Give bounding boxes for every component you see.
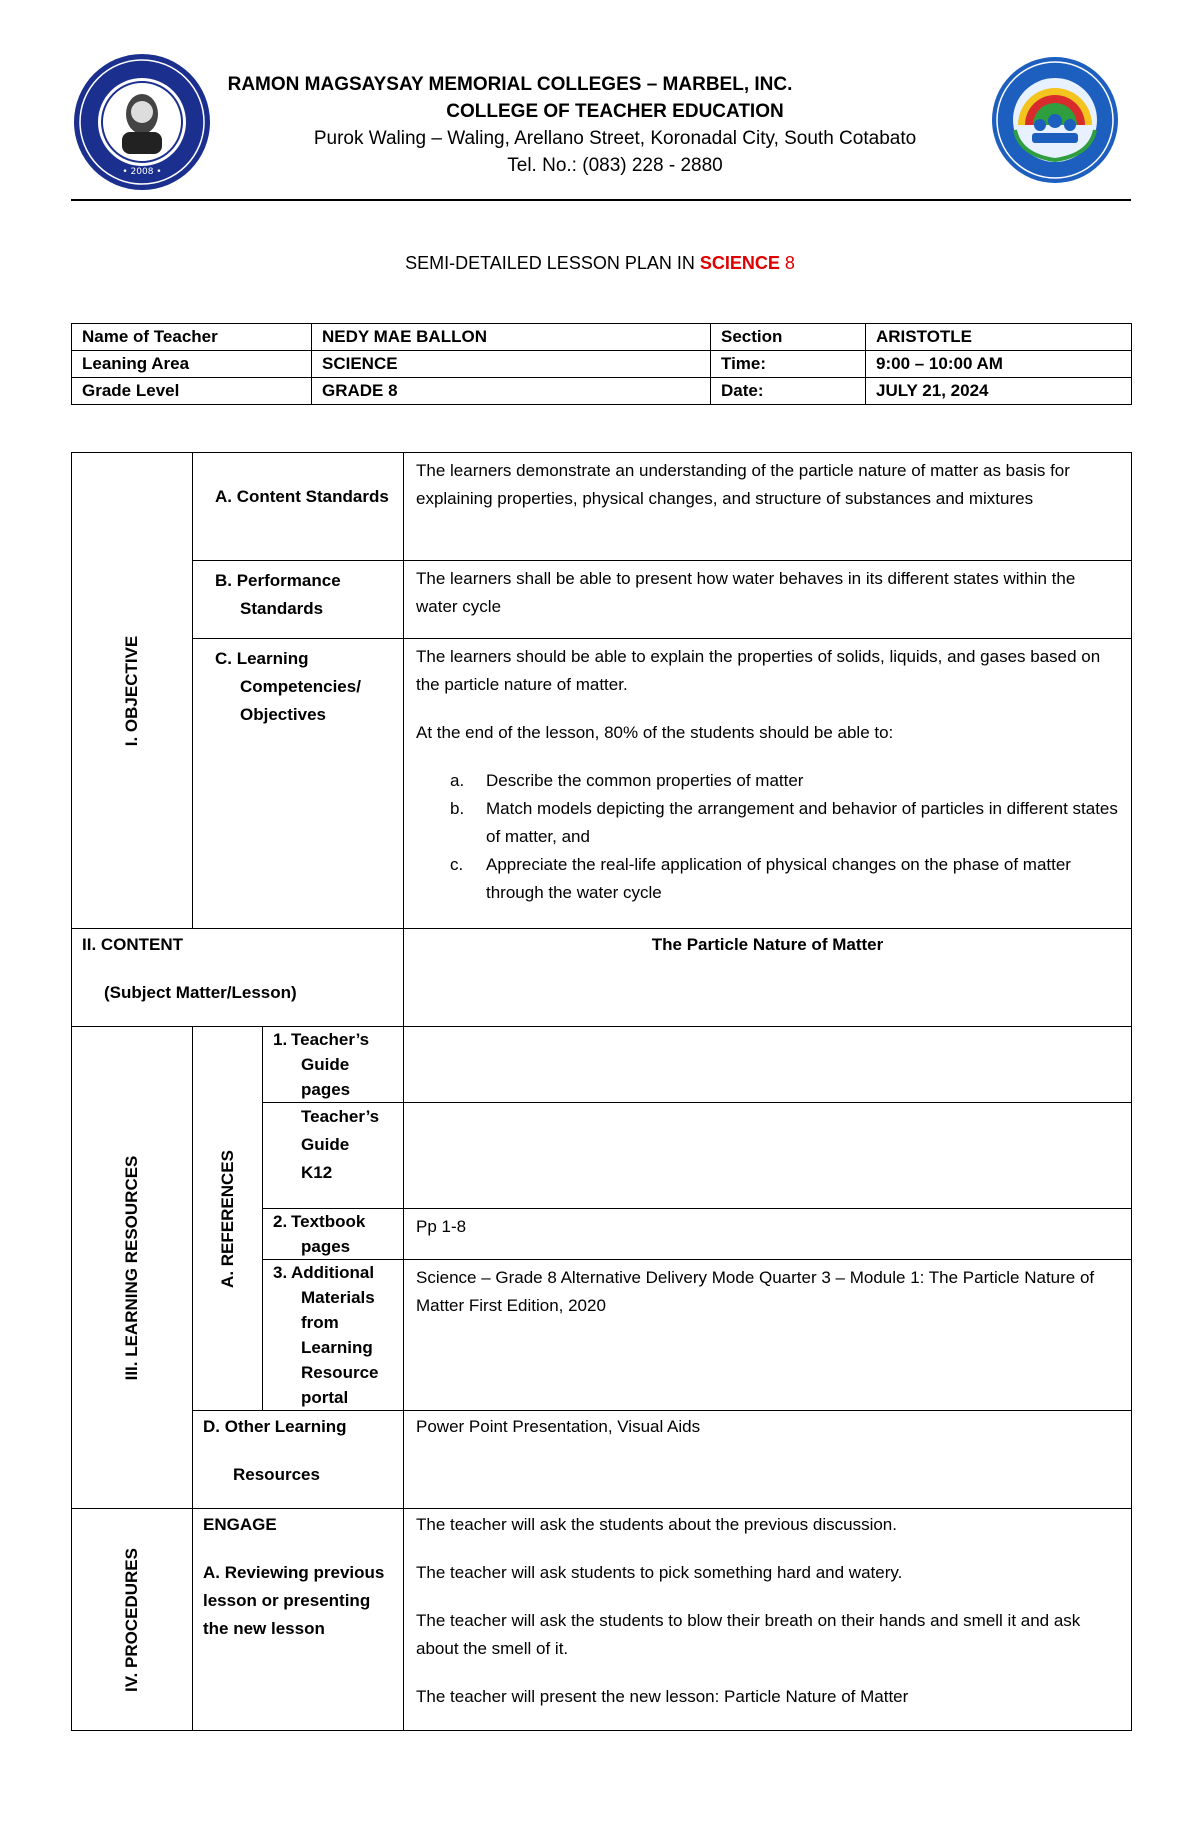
table-row (72, 561, 1132, 639)
performance-label-line: B. Performance (215, 571, 341, 590)
info-label: Section (711, 324, 866, 351)
table-row (72, 1411, 1132, 1509)
references-heading: A. REFERENCES (217, 1149, 237, 1288)
lesson-plan-table (71, 452, 1132, 1731)
ref-label-line: Teacher’s (301, 1107, 380, 1126)
list-item-text: Match models depicting the arrangement and behavior of particles in different states of matter, and (486, 799, 1118, 846)
info-value: JULY 21, 2024 (866, 378, 1132, 405)
competency-intro: At the end of the lesson, 80% of the students should be able to: (416, 723, 894, 742)
resources-heading: III. LEARNING RESOURCES (122, 1155, 141, 1380)
performance-standards-label (193, 561, 404, 639)
title-subject (700, 253, 795, 273)
table-row (72, 639, 1132, 929)
content-heading-cell (72, 929, 404, 1027)
list-item-text: Describe the common properties of matter (486, 771, 804, 790)
ref-number: 2. (273, 1212, 288, 1231)
title-subject-grade: 8 (779, 253, 795, 273)
engage-steps (404, 1509, 1132, 1731)
engage-label-cell (193, 1509, 404, 1731)
ref-label-line: Materials (301, 1288, 375, 1307)
title-subject-name: SCIENCE (699, 253, 780, 273)
info-label: Date: (711, 378, 866, 405)
school-name: RAMON MAGSAYSAY MEMORIAL COLLEGES – MARBEL, INC. (227, 74, 793, 95)
title-prefix: SEMI-DETAILED LESSON PLAN IN (405, 253, 700, 273)
ref-label-line (273, 1209, 399, 1234)
info-value: NEDY MAE BALLON (312, 324, 711, 351)
header-divider (71, 199, 1131, 201)
ref-label-text: Textbook (291, 1212, 366, 1231)
ref-label-line (273, 1260, 399, 1285)
competency-statement: The learners should be able to explain the properties of solids, liquids, and gases based on the particle nature of matter. (416, 647, 1101, 694)
ref-number: 3. (273, 1263, 288, 1282)
competency-label-line: Competencies/ (240, 677, 361, 696)
textbook-pages-label (263, 1209, 404, 1260)
procedure-step: The teacher will present the new lesson: Particle Nature of Matter (416, 1687, 909, 1706)
lesson-plan-title (0, 253, 1200, 274)
additional-materials-label (263, 1260, 404, 1411)
objective-heading: I. OBJECTIVE (122, 635, 141, 746)
performance-standards-text: The learners shall be able to present how water behaves in its different states within the water cycle (404, 561, 1132, 639)
references-heading-cell (193, 1027, 263, 1411)
competency-label-line: C. Learning (215, 649, 309, 668)
ref-label-line: from (301, 1313, 339, 1332)
ref-label-line: portal (301, 1388, 349, 1407)
info-label: Name of Teacher (72, 324, 312, 351)
content-standards-label: A. Content Standards (193, 453, 404, 561)
info-value: SCIENCE (312, 351, 711, 378)
performance-label-line: Standards (240, 599, 324, 618)
info-label: Grade Level (72, 378, 312, 405)
objective-heading-cell (72, 453, 193, 929)
teachers-guide-value (404, 1027, 1132, 1103)
content-heading: II. CONTENT (82, 935, 184, 954)
ref-label-line: Learning (301, 1338, 373, 1357)
ref-label-line: Resource (301, 1363, 379, 1382)
procedures-heading-cell (72, 1509, 193, 1731)
table-row (72, 453, 1132, 561)
list-marker: a. (450, 771, 465, 790)
college-name: COLLEGE OF TEACHER EDUCATION (446, 101, 784, 122)
ref-label-line (273, 1027, 399, 1052)
content-standards-text: The learners demonstrate an understanding of the particle nature of matter as basis for explaining properties, physical changes, and structure of substances and mixtures (404, 453, 1132, 561)
objectives-list (416, 767, 1121, 907)
school-address: Purok Waling – Waling, Arellano Street, Koronadal City, South Cotabato (313, 128, 917, 149)
table-row (72, 1027, 1132, 1103)
other-label-line: D. Other Learning (203, 1417, 347, 1436)
other-resources-label (193, 1411, 404, 1509)
additional-materials-value: Science – Grade 8 Alternative Delivery Mode Quarter 3 – Module 1: The Particle Nature of Matter First Edition, 2020 (404, 1260, 1132, 1411)
list-marker: c. (450, 855, 464, 874)
list-item-text: Appreciate the real-life application of physical changes on the phase of matter through the water cycle (486, 855, 1071, 902)
list-marker: b. (450, 799, 465, 818)
ref-label-text: Teacher’s (291, 1030, 370, 1049)
school-telephone: Tel. No.: (083) 228 - 2880 (507, 155, 723, 176)
svg-text:• 2008 •: • 2008 • (122, 167, 162, 177)
review-lesson-label: A. Reviewing previous lesson or presenting the new lesson (203, 1563, 385, 1638)
engage-label: ENGAGE (203, 1515, 277, 1534)
table-row (72, 351, 1132, 378)
list-item (450, 767, 1121, 795)
other-label-line: Resources (233, 1465, 320, 1484)
ref-label-text: Additional (291, 1263, 375, 1282)
info-label: Leaning Area (72, 351, 312, 378)
procedure-step: The teacher will ask the students about the previous discussion. (416, 1515, 897, 1534)
resources-heading-cell (72, 1027, 193, 1509)
learning-competencies-text (404, 639, 1132, 929)
textbook-pages-value: Pp 1-8 (404, 1209, 1132, 1260)
ref-label-line: pages (301, 1237, 351, 1256)
lesson-topic: The Particle Nature of Matter (404, 929, 1132, 1027)
teachers-guide-label (263, 1027, 404, 1103)
lesson-info-table (71, 323, 1132, 405)
ref-label-line: Guide (301, 1055, 350, 1074)
content-subheading: (Subject Matter/Lesson) (104, 983, 297, 1002)
table-row (72, 324, 1132, 351)
ref-number: 1. (273, 1030, 288, 1049)
procedures-heading: IV. PROCEDURES (122, 1547, 141, 1692)
info-label: Time: (711, 351, 866, 378)
other-resources-value: Power Point Presentation, Visual Aids (404, 1411, 1132, 1509)
table-row (72, 1509, 1132, 1731)
list-item (450, 795, 1121, 851)
list-item (450, 851, 1121, 907)
table-row (72, 378, 1132, 405)
info-value: GRADE 8 (312, 378, 711, 405)
competency-label-line: Objectives (240, 705, 326, 724)
teachers-guide-k12-label (263, 1103, 404, 1209)
procedure-step: The teacher will ask students to pick something hard and watery. (416, 1563, 903, 1582)
info-value: ARISTOTLE (866, 324, 1132, 351)
ref-label-line: Guide (301, 1135, 350, 1154)
learning-competencies-label (193, 639, 404, 929)
procedure-step: The teacher will ask the students to blow their breath on their hands and smell it and ask about the smell of it. (416, 1611, 1081, 1658)
ref-label-line: K12 (301, 1163, 333, 1182)
ref-label-line: pages (301, 1080, 351, 1099)
info-value: 9:00 – 10:00 AM (866, 351, 1132, 378)
teachers-guide-k12-value (404, 1103, 1132, 1209)
table-row (72, 929, 1132, 1027)
